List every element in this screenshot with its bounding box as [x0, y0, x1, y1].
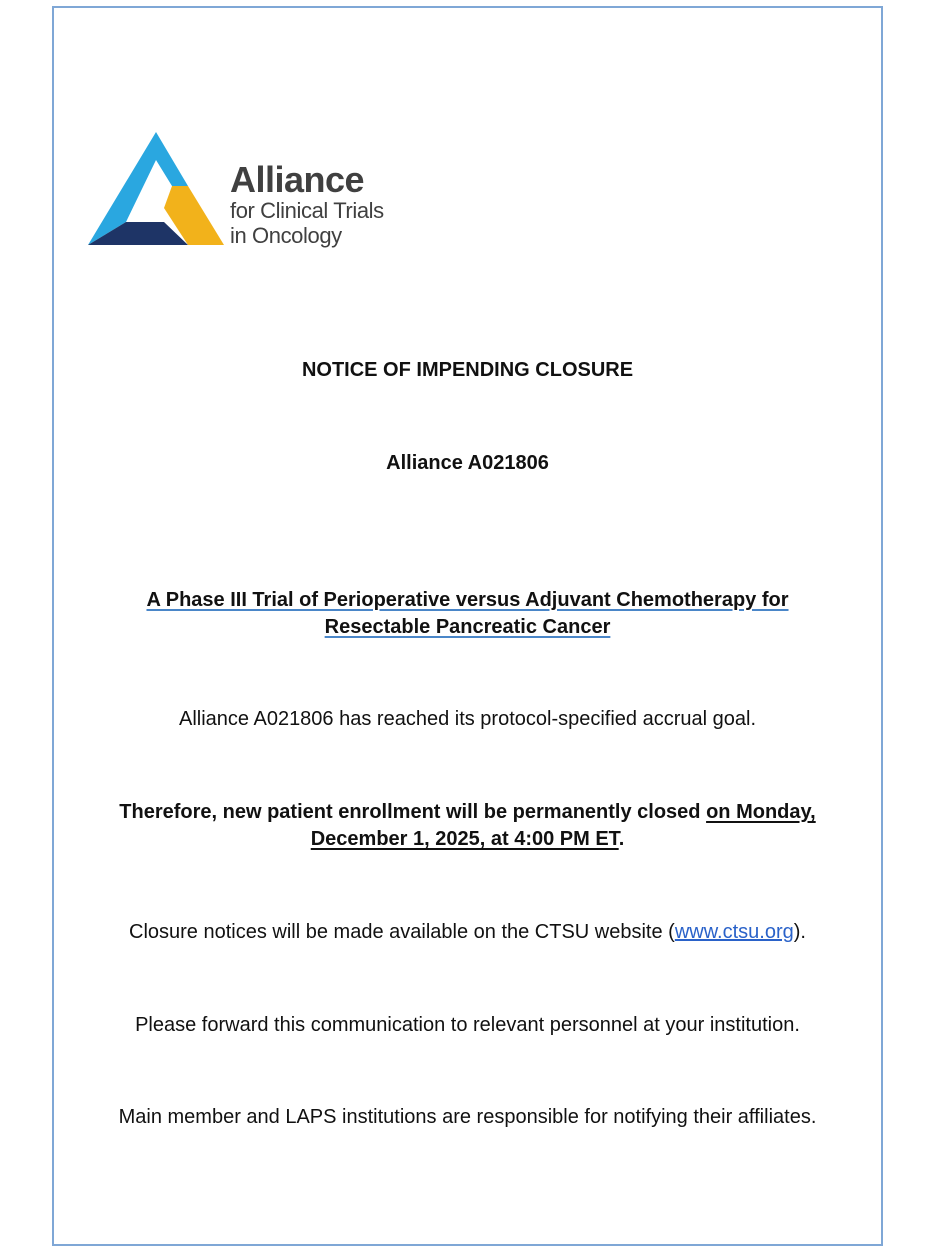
closure-statement-line1 — [52, 799, 883, 826]
logo-name: Alliance — [230, 159, 365, 200]
ctsu-statement — [52, 919, 883, 946]
logo-wordmark — [230, 159, 384, 248]
study-id: Alliance A021806 — [386, 452, 549, 474]
ctsu-text-post: ). — [793, 921, 806, 943]
closure-period: . — [618, 828, 625, 850]
alliance-logo — [88, 130, 398, 255]
trial-title-line1-text: A Phase III Trial of Perioperative versus Adjuvant Chemotherapy for — [146, 589, 789, 611]
affiliates-statement: Main member and LAPS institutions are responsible for notifying their affiliates. — [118, 1106, 817, 1128]
notice-heading: NOTICE OF IMPENDING CLOSURE — [301, 359, 634, 381]
logo-subtitle-line1: for Clinical Trials — [230, 198, 384, 223]
closure-text: Therefore, new patient enrollment will be permanently closed — [119, 801, 707, 823]
ctsu-website-link[interactable]: www.ctsu.org — [674, 921, 794, 943]
ctsu-text-pre: Closure notices will be made available on the CTSU website ( — [129, 921, 675, 943]
trial-title-line1 — [52, 587, 883, 614]
logo-subtitle-line2: in Oncology — [230, 223, 342, 248]
alliance-triangle-icon — [88, 130, 228, 255]
trial-title-line2-text: Resectable Pancreatic Cancer — [324, 616, 611, 638]
closure-date-part1: on Monday, — [706, 801, 816, 823]
accrual-statement: Alliance A021806 has reached its protocol-specified accrual goal. — [178, 708, 757, 730]
closure-statement-line2 — [52, 826, 883, 853]
closure-date-part2: December 1, 2025, at 4:00 PM ET — [310, 828, 619, 850]
trial-title-line2 — [52, 614, 883, 641]
forward-statement: Please forward this communication to relevant personnel at your institution. — [135, 1014, 800, 1036]
